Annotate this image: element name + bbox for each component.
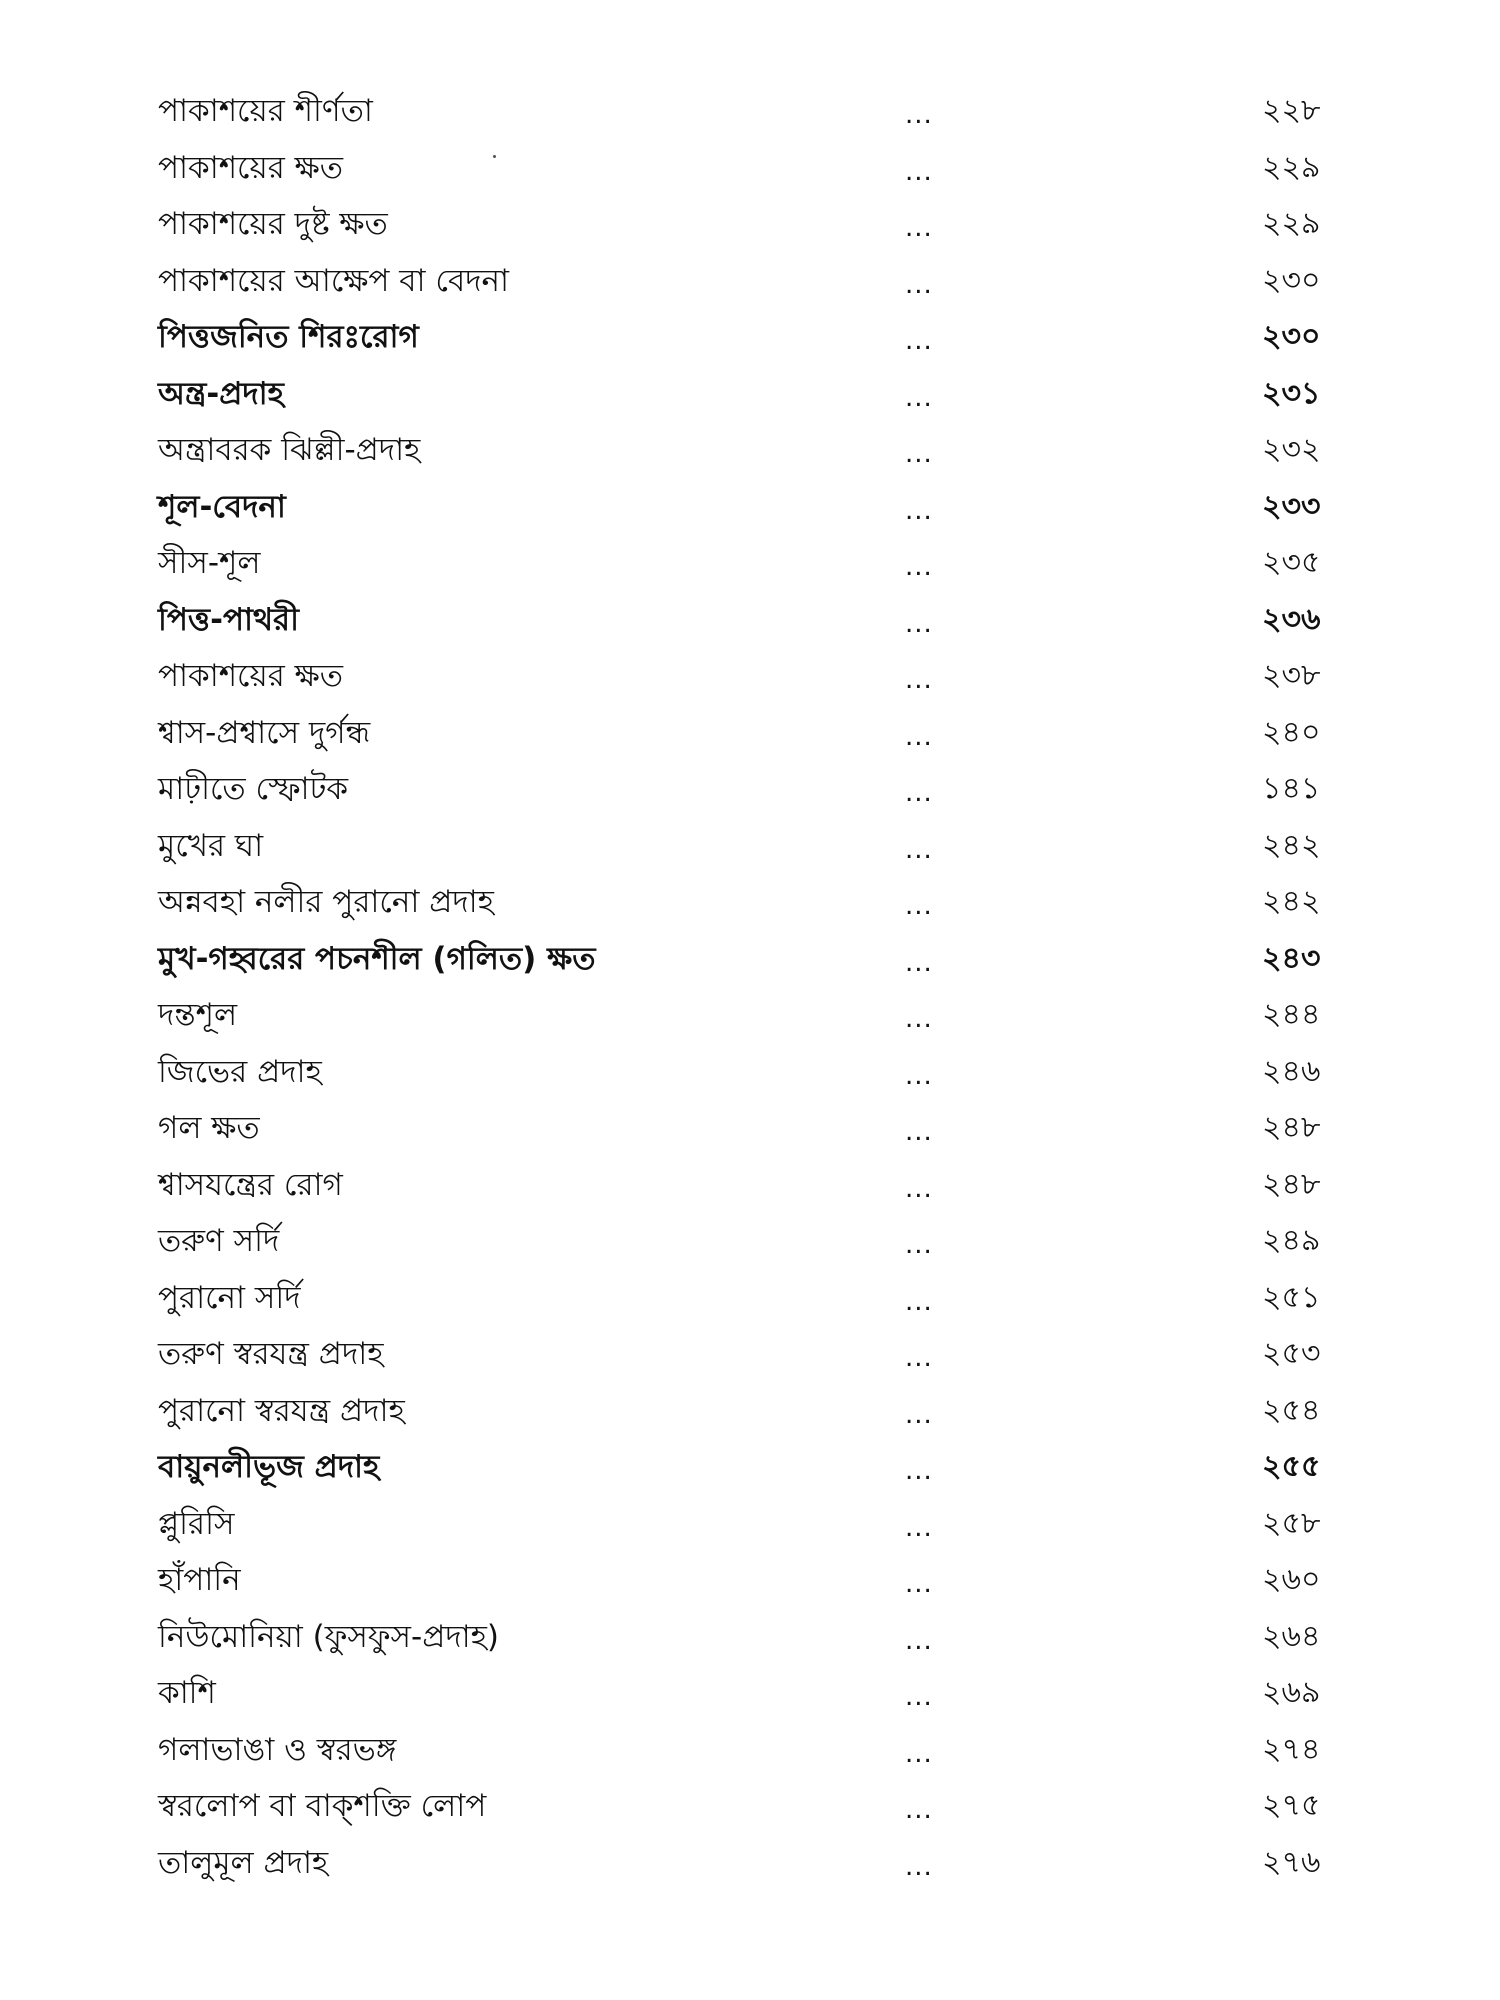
toc-entry-leader: ...	[905, 326, 933, 356]
toc-entry	[0, 540, 1500, 597]
toc-entry	[0, 992, 1500, 1049]
toc-entry-page-number: ২৪৮	[1262, 1110, 1321, 1145]
toc-entry	[0, 710, 1500, 767]
toc-entry	[0, 484, 1500, 541]
toc-entry-leader: ...	[905, 1456, 933, 1486]
toc-entry	[0, 653, 1500, 710]
toc-entry-page-number: ২৪২	[1262, 827, 1321, 863]
toc-entry-leader: ...	[905, 1738, 933, 1769]
toc-entry-page-number: ২৭৪	[1262, 1731, 1321, 1767]
toc-entry-page-number: ২৫১	[1262, 1279, 1321, 1315]
toc-entry-leader: ...	[905, 1399, 933, 1430]
toc-entry	[0, 1670, 1500, 1727]
toc-entry-title: হাঁপানি	[158, 1562, 241, 1598]
toc-entry-title: দন্তশূল	[158, 997, 238, 1033]
toc-entry-leader: ...	[905, 156, 933, 187]
toc-entry-leader: ...	[905, 1173, 933, 1204]
toc-entry-title: অন্নবহা নলীর পুরানো প্রদাহ	[158, 884, 494, 920]
toc-entry-title: পিত্ত-পাথরী	[158, 601, 299, 638]
toc-entry	[0, 1331, 1500, 1388]
toc-entry-page-number: ২৩১	[1262, 375, 1321, 411]
toc-entry-leader: ...	[905, 1625, 933, 1656]
toc-entry-page-number: ২৪৮	[1262, 1166, 1321, 1202]
toc-entry-page-number: ২৩২	[1262, 432, 1321, 467]
table-of-contents	[0, 88, 1500, 1896]
toc-entry	[0, 1444, 1500, 1501]
toc-entry-title: পাকাশয়ের শীর্ণতা	[158, 93, 373, 129]
toc-entry-page-number: ২৪৯	[1262, 1223, 1321, 1258]
toc-entry	[0, 1275, 1500, 1332]
toc-entry	[0, 201, 1500, 258]
toc-entry-title: কাশি	[158, 1675, 216, 1711]
toc-entry-page-number: ১৪১	[1262, 771, 1321, 806]
toc-entry-leader: ...	[905, 1117, 933, 1147]
toc-entry-title: পিত্তজনিত শিরঃরোগ	[158, 319, 419, 355]
toc-entry-page-number: ২৫৪	[1262, 1392, 1321, 1428]
toc-entry-leader: ...	[905, 1569, 933, 1599]
toc-entry-title: পাকাশয়ের ক্ষত	[158, 658, 344, 694]
toc-entry-page-number: ২৭৫	[1262, 1788, 1321, 1823]
toc-entry-page-number: ২৬৪	[1262, 1618, 1321, 1654]
toc-entry-title: গল ক্ষত	[158, 1110, 260, 1146]
toc-entry-leader: ...	[905, 1343, 933, 1373]
toc-entry-leader: ...	[905, 1795, 933, 1825]
toc-entry-title: পুরানো সর্দি	[158, 1279, 301, 1316]
toc-entry-leader: ...	[905, 834, 933, 865]
toc-entry	[0, 145, 1500, 202]
toc-entry-page-number: ২৫৮	[1262, 1505, 1321, 1541]
toc-entry-title: স্বরলোপ বা বাক্‌শক্তি লোপ	[158, 1788, 487, 1824]
toc-entry-page-number: ২৩৫	[1262, 545, 1321, 580]
toc-entry	[0, 1049, 1500, 1106]
toc-entry	[0, 936, 1500, 993]
toc-entry-page-number: ২৪৬	[1262, 1053, 1321, 1089]
toc-entry-leader: ...	[905, 721, 933, 752]
toc-entry-title: তরুণ সর্দি	[158, 1223, 280, 1259]
toc-entry-leader: ...	[905, 1004, 933, 1034]
toc-entry	[0, 766, 1500, 823]
toc-entry-title: নিউমোনিয়া (ফুসফুস-প্রদাহ)	[158, 1618, 499, 1655]
toc-entry-page-number: ২৫৩	[1262, 1336, 1321, 1371]
toc-entry	[0, 1218, 1500, 1275]
toc-entry	[0, 1614, 1500, 1671]
toc-entry	[0, 1105, 1500, 1162]
toc-entry	[0, 371, 1500, 428]
toc-entry-page-number: ২৩৩	[1262, 488, 1321, 524]
toc-entry	[0, 597, 1500, 654]
toc-entry-title: মুখ-গহ্বরের পচনশীল (গলিত) ক্ষত	[158, 940, 596, 977]
toc-entry-title: শ্বাস-প্রশ্বাসে দুর্গন্ধ	[158, 714, 371, 751]
toc-entry	[0, 427, 1500, 484]
toc-entry-title: অন্ত্র-প্রদাহ	[158, 375, 284, 412]
toc-entry-page-number: ২২৯	[1262, 149, 1321, 185]
toc-entry-page-number: ২৩৬	[1262, 601, 1321, 637]
toc-entry-title: পাকাশয়ের দুষ্ট ক্ষত	[158, 206, 388, 242]
toc-entry-title: জিভের প্রদাহ	[158, 1053, 322, 1090]
toc-entry-title: শ্বাসযন্ত্রের রোগ	[158, 1166, 343, 1203]
toc-entry-page-number: ২৩০	[1262, 262, 1321, 298]
toc-entry-title: অন্ত্রাবরক ঝিল্লী-প্রদাহ	[158, 432, 421, 468]
toc-entry-title: প্লুরিসি	[158, 1505, 235, 1542]
toc-entry-page-number: ২২৮	[1262, 93, 1321, 128]
toc-entry-leader: ...	[905, 439, 933, 469]
toc-entry-leader: ...	[905, 1230, 933, 1260]
toc-entry	[0, 1727, 1500, 1784]
toc-entry-title: গলাভাঙা ও স্বরভঙ্গ	[158, 1731, 397, 1768]
toc-entry-title: শূল-বেদনা	[158, 488, 286, 525]
toc-entry	[0, 823, 1500, 880]
toc-entry-leader: ...	[905, 382, 933, 413]
toc-entry-page-number: ২৩০	[1262, 319, 1321, 354]
toc-entry-leader: ...	[905, 269, 933, 300]
toc-entry	[0, 1501, 1500, 1558]
toc-entry-leader: ...	[905, 495, 933, 526]
toc-entry	[0, 1162, 1500, 1219]
toc-entry-leader: ...	[905, 778, 933, 808]
toc-entry-leader: ...	[905, 1682, 933, 1712]
toc-entry	[0, 258, 1500, 315]
toc-entry-page-number: ২৪৩	[1262, 940, 1321, 976]
toc-entry-title: সীস-শূল	[158, 545, 261, 581]
toc-entry-page-number: ২৬৯	[1262, 1675, 1321, 1710]
toc-entry-leader: ...	[905, 608, 933, 639]
toc-entry-page-number: ২৭৬	[1262, 1844, 1321, 1880]
toc-entry	[0, 1388, 1500, 1445]
toc-entry-page-number: ২৪০	[1262, 714, 1321, 750]
toc-entry-page-number: ২২৯	[1262, 206, 1321, 241]
toc-entry-page-number: ২৫৫	[1262, 1449, 1321, 1484]
toc-entry-title: পুরানো স্বরযন্ত্র প্রদাহ	[158, 1392, 405, 1429]
toc-entry-leader: ...	[905, 891, 933, 921]
toc-entry	[0, 88, 1500, 145]
toc-entry-leader: ...	[905, 1851, 933, 1882]
toc-entry-page-number: ২৪২	[1262, 884, 1321, 919]
toc-entry	[0, 1840, 1500, 1897]
toc-entry-title: পাকাশয়ের আক্ষেপ বা বেদনা	[158, 262, 510, 299]
toc-entry-title: পাকাশয়ের ক্ষত	[158, 149, 344, 186]
toc-entry	[0, 879, 1500, 936]
toc-entry-leader: ...	[905, 947, 933, 978]
toc-entry-title: মাঢ়ীতে স্ফোটক	[158, 771, 349, 807]
toc-entry-leader: ...	[905, 1060, 933, 1091]
toc-entry-leader: ...	[905, 1512, 933, 1543]
toc-entry-leader: ...	[905, 665, 933, 695]
toc-entry-title: তরুণ স্বরযন্ত্র প্রদাহ	[158, 1336, 384, 1372]
toc-entry-page-number: ২৪৪	[1262, 997, 1321, 1032]
toc-entry-page-number: ২৩৮	[1262, 658, 1321, 693]
toc-entry-title: মুখের ঘা	[158, 827, 264, 864]
toc-entry-title: তালুমূল প্রদাহ	[158, 1844, 329, 1881]
toc-entry-leader: ...	[905, 1286, 933, 1317]
toc-entry	[0, 314, 1500, 371]
toc-entry-leader: ...	[905, 552, 933, 582]
toc-entry-leader: ...	[905, 100, 933, 130]
toc-entry	[0, 1783, 1500, 1840]
toc-entry-leader: ...	[905, 213, 933, 243]
toc-entry-title: বায়ুনলীভূজ প্রদাহ	[158, 1449, 380, 1485]
toc-entry	[0, 1557, 1500, 1614]
toc-entry-page-number: ২৬০	[1262, 1562, 1321, 1597]
